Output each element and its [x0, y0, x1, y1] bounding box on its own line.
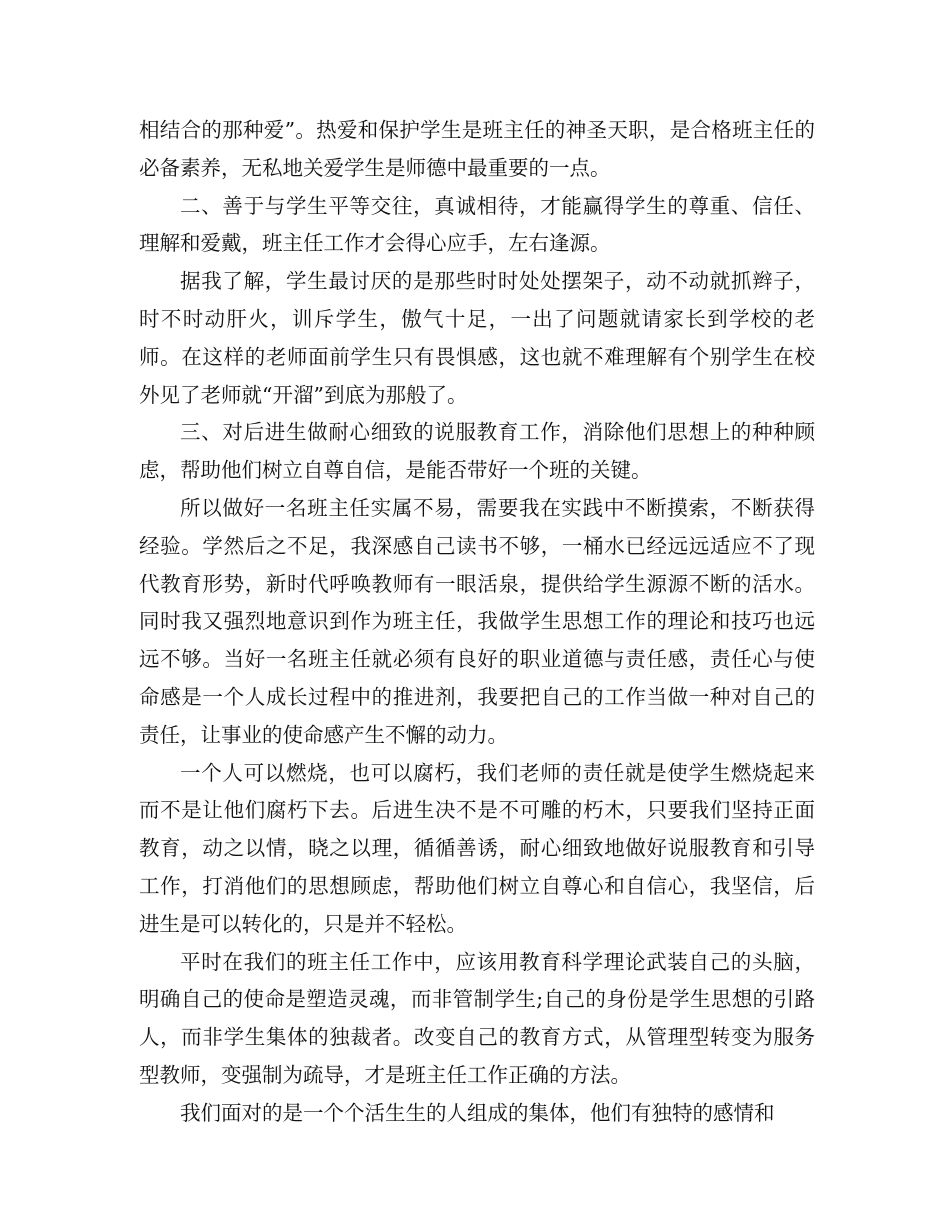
paragraph-7: 平时在我们的班主任工作中，应该用教育科学理论武装自己的头脑，明确自己的使命是塑造灵魂，而非管制学生;自己的身份是学生思想的引路人，而非学生集体的独裁者。改变自己的教育方式，从管理型转变为服务型教师，变强制为疏导，才是班主任工作正确的方法。 — [139, 949, 815, 1087]
paragraph-4: 三、对后进生做耐心细致的说服教育工作，消除他们思想上的种种顾虑，帮助他们树立自尊自信，是能否带好一个班的关键。 — [139, 420, 815, 483]
paragraph-3: 据我了解，学生最讨厌的是那些时时处处摆架子，动不动就抓辫子，时不时动肝火，训斥学生，傲气十足，一出了问题就请家长到学校的老师。在这样的老师面前学生只有畏惧感，这也就不难理解有个别学生在校外见了老师就“开溜”到底为那般了。 — [139, 269, 815, 407]
paragraph-8: 我们面对的是一个个活生生的人组成的集体，他们有独特的感情和 — [180, 1100, 775, 1125]
document-body — [139, 112, 815, 1133]
paragraph-6: 一个人可以燃烧，也可以腐朽，我们老师的责任就是使学生燃烧起来而不是让他们腐朽下去。后进生决不是不可雕的朽木，只要我们坚持正面教育，动之以情，晓之以理，循循善诱，耐心细致地做好说服教育和引导工作，打消他们的思想顾虑，帮助他们树立自尊心和自信心，我坚信，后进生是可以转化的，只是并不轻松。 — [139, 760, 815, 936]
paragraph-1: 相结合的那种爱”。热爱和保护学生是班主任的神圣天职，是合格班主任的必备素养，无私地关爱学生是师德中最重要的一点。 — [139, 118, 815, 180]
paragraph-2: 二、善于与学生平等交往，真诚相待，才能赢得学生的尊重、信任、理解和爱戴，班主任工作才会得心应手，左右逢源。 — [139, 193, 815, 256]
paragraph-5: 所以做好一名班主任实属不易，需要我在实践中不断摸索，不断获得经验。学然后之不足，我深感自己读书不够，一桶水已经远远适应不了现代教育形势，新时代呼唤教师有一眼活泉，提供给学生源源不断的活水。同时我又强烈地意识到作为班主任，我做学生思想工作的理论和技巧也远远不够。当好一名班主任就必须有良好的职业道德与责任感，责任心与使命感是一个人成长过程中的推进剂，我要把自己的工作当做一种对自己的责任，让事业的使命感产生不懈的动力。 — [139, 495, 815, 747]
